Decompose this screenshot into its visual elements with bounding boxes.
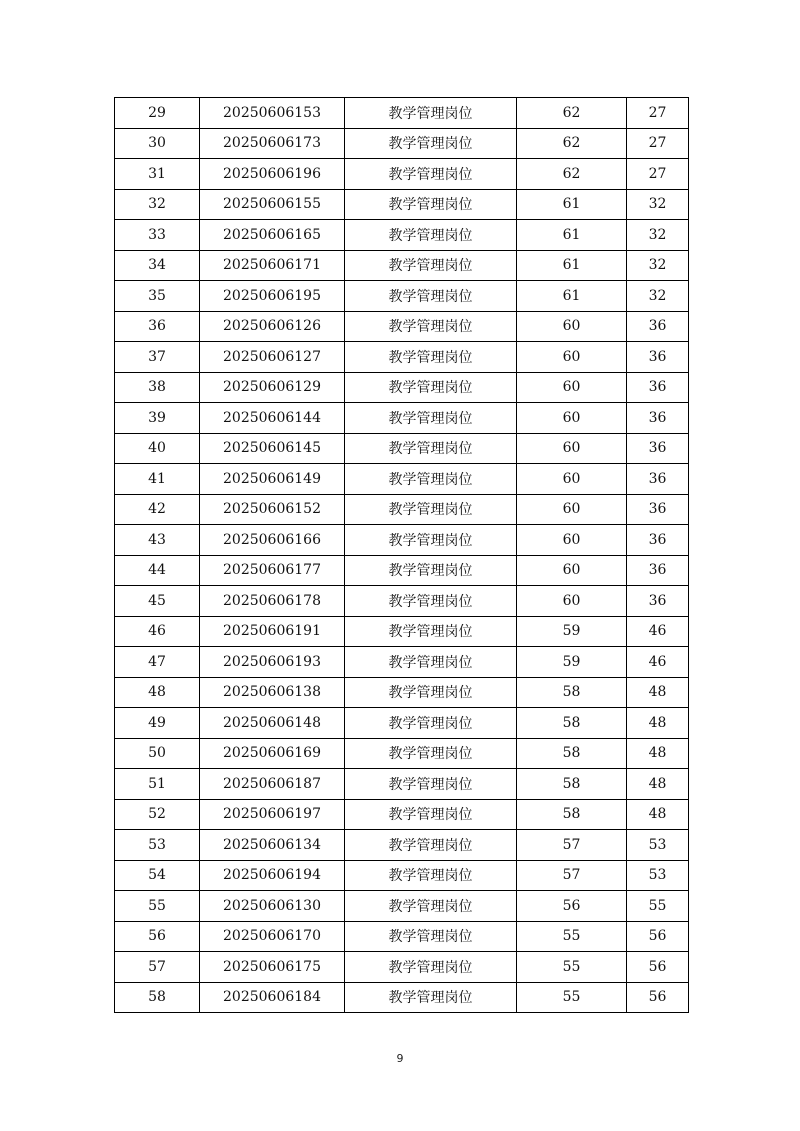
rank-cell: 32 <box>627 189 689 220</box>
position-cell: 教学管理岗位 <box>345 464 517 495</box>
row-index-cell: 45 <box>115 586 200 617</box>
results-table <box>114 97 689 1013</box>
rank-cell: 53 <box>627 830 689 861</box>
candidate-id-cell: 20250606127 <box>200 342 345 373</box>
candidate-id-cell: 20250606171 <box>200 250 345 281</box>
candidate-id-cell: 20250606184 <box>200 982 345 1013</box>
score-cell: 61 <box>517 220 627 251</box>
row-index-cell: 41 <box>115 464 200 495</box>
position-cell: 教学管理岗位 <box>345 830 517 861</box>
rank-cell: 36 <box>627 555 689 586</box>
rank-cell: 48 <box>627 769 689 800</box>
candidate-id-cell: 20250606177 <box>200 555 345 586</box>
score-cell: 58 <box>517 769 627 800</box>
position-cell: 教学管理岗位 <box>345 220 517 251</box>
rank-cell: 36 <box>627 342 689 373</box>
score-cell: 60 <box>517 555 627 586</box>
row-index-cell: 35 <box>115 281 200 312</box>
score-cell: 58 <box>517 738 627 769</box>
score-cell: 60 <box>517 586 627 617</box>
candidate-id-cell: 20250606153 <box>200 98 345 129</box>
position-cell: 教学管理岗位 <box>345 311 517 342</box>
score-cell: 58 <box>517 799 627 830</box>
score-cell: 59 <box>517 647 627 678</box>
row-index-cell: 57 <box>115 952 200 983</box>
rank-cell: 48 <box>627 677 689 708</box>
rank-cell: 48 <box>627 799 689 830</box>
rank-cell: 53 <box>627 860 689 891</box>
candidate-id-cell: 20250606130 <box>200 891 345 922</box>
rank-cell: 48 <box>627 738 689 769</box>
candidate-id-cell: 20250606187 <box>200 769 345 800</box>
position-cell: 教学管理岗位 <box>345 738 517 769</box>
table-row <box>115 738 689 769</box>
table-row <box>115 891 689 922</box>
candidate-id-cell: 20250606194 <box>200 860 345 891</box>
candidate-id-cell: 20250606152 <box>200 494 345 525</box>
table-row <box>115 250 689 281</box>
row-index-cell: 47 <box>115 647 200 678</box>
row-index-cell: 42 <box>115 494 200 525</box>
rank-cell: 32 <box>627 281 689 312</box>
table-row <box>115 464 689 495</box>
score-cell: 60 <box>517 403 627 434</box>
score-cell: 61 <box>517 189 627 220</box>
rank-cell: 27 <box>627 98 689 129</box>
table-row <box>115 799 689 830</box>
position-cell: 教学管理岗位 <box>345 647 517 678</box>
score-cell: 55 <box>517 952 627 983</box>
candidate-id-cell: 20250606126 <box>200 311 345 342</box>
candidate-id-cell: 20250606170 <box>200 921 345 952</box>
position-cell: 教学管理岗位 <box>345 891 517 922</box>
score-cell: 60 <box>517 433 627 464</box>
row-index-cell: 46 <box>115 616 200 647</box>
rank-cell: 27 <box>627 128 689 159</box>
row-index-cell: 50 <box>115 738 200 769</box>
row-index-cell: 51 <box>115 769 200 800</box>
row-index-cell: 56 <box>115 921 200 952</box>
rank-cell: 36 <box>627 433 689 464</box>
rank-cell: 32 <box>627 220 689 251</box>
table-row <box>115 952 689 983</box>
score-cell: 57 <box>517 830 627 861</box>
page-number: 9 <box>396 1052 404 1065</box>
row-index-cell: 29 <box>115 98 200 129</box>
rank-cell: 32 <box>627 250 689 281</box>
candidate-id-cell: 20250606148 <box>200 708 345 739</box>
rank-cell: 36 <box>627 586 689 617</box>
table-row <box>115 433 689 464</box>
row-index-cell: 36 <box>115 311 200 342</box>
table-row <box>115 555 689 586</box>
table-row <box>115 647 689 678</box>
position-cell: 教学管理岗位 <box>345 403 517 434</box>
score-cell: 55 <box>517 982 627 1013</box>
candidate-id-cell: 20250606178 <box>200 586 345 617</box>
position-cell: 教学管理岗位 <box>345 769 517 800</box>
rank-cell: 36 <box>627 403 689 434</box>
candidate-id-cell: 20250606144 <box>200 403 345 434</box>
position-cell: 教学管理岗位 <box>345 189 517 220</box>
candidate-id-cell: 20250606138 <box>200 677 345 708</box>
table-row <box>115 921 689 952</box>
score-cell: 55 <box>517 921 627 952</box>
table-row <box>115 220 689 251</box>
table-row <box>115 586 689 617</box>
table-row <box>115 769 689 800</box>
score-cell: 61 <box>517 250 627 281</box>
candidate-id-cell: 20250606166 <box>200 525 345 556</box>
table-row <box>115 342 689 373</box>
table-row <box>115 128 689 159</box>
table-row <box>115 982 689 1013</box>
rank-cell: 36 <box>627 311 689 342</box>
row-index-cell: 53 <box>115 830 200 861</box>
row-index-cell: 48 <box>115 677 200 708</box>
row-index-cell: 40 <box>115 433 200 464</box>
score-cell: 61 <box>517 281 627 312</box>
candidate-id-cell: 20250606196 <box>200 159 345 190</box>
score-cell: 62 <box>517 159 627 190</box>
score-cell: 60 <box>517 372 627 403</box>
candidate-id-cell: 20250606149 <box>200 464 345 495</box>
candidate-id-cell: 20250606173 <box>200 128 345 159</box>
table-row <box>115 403 689 434</box>
row-index-cell: 30 <box>115 128 200 159</box>
rank-cell: 55 <box>627 891 689 922</box>
table-row <box>115 159 689 190</box>
row-index-cell: 55 <box>115 891 200 922</box>
row-index-cell: 52 <box>115 799 200 830</box>
rank-cell: 48 <box>627 708 689 739</box>
row-index-cell: 49 <box>115 708 200 739</box>
row-index-cell: 34 <box>115 250 200 281</box>
position-cell: 教学管理岗位 <box>345 342 517 373</box>
score-cell: 56 <box>517 891 627 922</box>
table-row <box>115 616 689 647</box>
rank-cell: 56 <box>627 982 689 1013</box>
position-cell: 教学管理岗位 <box>345 799 517 830</box>
rank-cell: 36 <box>627 464 689 495</box>
position-cell: 教学管理岗位 <box>345 677 517 708</box>
candidate-id-cell: 20250606191 <box>200 616 345 647</box>
candidate-id-cell: 20250606155 <box>200 189 345 220</box>
candidate-id-cell: 20250606165 <box>200 220 345 251</box>
score-cell: 58 <box>517 677 627 708</box>
score-cell: 60 <box>517 464 627 495</box>
rank-cell: 36 <box>627 494 689 525</box>
position-cell: 教学管理岗位 <box>345 860 517 891</box>
row-index-cell: 32 <box>115 189 200 220</box>
score-cell: 60 <box>517 494 627 525</box>
table-row <box>115 98 689 129</box>
row-index-cell: 43 <box>115 525 200 556</box>
table-row <box>115 494 689 525</box>
table-row <box>115 311 689 342</box>
results-table-body <box>115 98 689 1013</box>
rank-cell: 56 <box>627 952 689 983</box>
position-cell: 教学管理岗位 <box>345 525 517 556</box>
table-row <box>115 830 689 861</box>
table-row <box>115 189 689 220</box>
position-cell: 教学管理岗位 <box>345 586 517 617</box>
row-index-cell: 54 <box>115 860 200 891</box>
score-cell: 60 <box>517 342 627 373</box>
table-row <box>115 860 689 891</box>
candidate-id-cell: 20250606197 <box>200 799 345 830</box>
table-row <box>115 677 689 708</box>
rank-cell: 56 <box>627 921 689 952</box>
position-cell: 教学管理岗位 <box>345 555 517 586</box>
row-index-cell: 38 <box>115 372 200 403</box>
rank-cell: 36 <box>627 525 689 556</box>
candidate-id-cell: 20250606145 <box>200 433 345 464</box>
candidate-id-cell: 20250606129 <box>200 372 345 403</box>
position-cell: 教学管理岗位 <box>345 159 517 190</box>
row-index-cell: 37 <box>115 342 200 373</box>
candidate-id-cell: 20250606175 <box>200 952 345 983</box>
rank-cell: 27 <box>627 159 689 190</box>
score-cell: 57 <box>517 860 627 891</box>
candidate-id-cell: 20250606134 <box>200 830 345 861</box>
position-cell: 教学管理岗位 <box>345 281 517 312</box>
row-index-cell: 44 <box>115 555 200 586</box>
rank-cell: 36 <box>627 372 689 403</box>
position-cell: 教学管理岗位 <box>345 433 517 464</box>
score-cell: 60 <box>517 311 627 342</box>
candidate-id-cell: 20250606195 <box>200 281 345 312</box>
position-cell: 教学管理岗位 <box>345 952 517 983</box>
score-cell: 59 <box>517 616 627 647</box>
table-row <box>115 708 689 739</box>
score-cell: 58 <box>517 708 627 739</box>
position-cell: 教学管理岗位 <box>345 616 517 647</box>
table-row <box>115 281 689 312</box>
row-index-cell: 31 <box>115 159 200 190</box>
position-cell: 教学管理岗位 <box>345 494 517 525</box>
table-row <box>115 525 689 556</box>
row-index-cell: 33 <box>115 220 200 251</box>
position-cell: 教学管理岗位 <box>345 921 517 952</box>
position-cell: 教学管理岗位 <box>345 982 517 1013</box>
row-index-cell: 39 <box>115 403 200 434</box>
score-cell: 62 <box>517 98 627 129</box>
candidate-id-cell: 20250606169 <box>200 738 345 769</box>
position-cell: 教学管理岗位 <box>345 372 517 403</box>
position-cell: 教学管理岗位 <box>345 250 517 281</box>
position-cell: 教学管理岗位 <box>345 708 517 739</box>
position-cell: 教学管理岗位 <box>345 98 517 129</box>
score-cell: 60 <box>517 525 627 556</box>
table-row <box>115 372 689 403</box>
position-cell: 教学管理岗位 <box>345 128 517 159</box>
candidate-id-cell: 20250606193 <box>200 647 345 678</box>
score-cell: 62 <box>517 128 627 159</box>
rank-cell: 46 <box>627 647 689 678</box>
row-index-cell: 58 <box>115 982 200 1013</box>
rank-cell: 46 <box>627 616 689 647</box>
